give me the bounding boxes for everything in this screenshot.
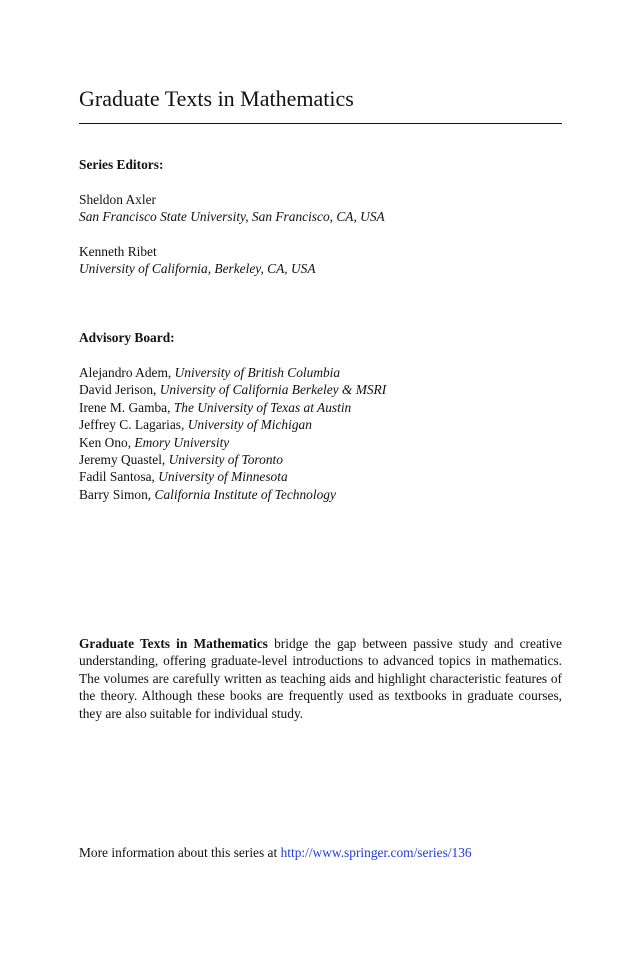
- board-member-name: David Jerison,: [79, 382, 160, 398]
- board-member: [79, 381, 562, 398]
- series-description: [79, 635, 562, 722]
- board-member: [79, 399, 562, 416]
- board-member: [79, 364, 562, 381]
- board-member-affiliation: University of Michigan: [187, 417, 312, 433]
- advisory-board-section: [79, 329, 562, 346]
- editor-entry: [79, 191, 562, 226]
- series-title: Graduate Texts in Mathematics: [79, 86, 354, 111]
- board-member-name: Fadil Santosa,: [79, 469, 159, 485]
- series-description-lead: Graduate Texts in Mathematics: [79, 636, 268, 651]
- board-member-affiliation: University of Minnesota: [158, 469, 288, 485]
- series-editors-heading: Series Editors:: [79, 157, 164, 172]
- title-rule: [79, 123, 562, 124]
- more-info-prefix: More information about this series at: [79, 845, 281, 860]
- editor-affiliation: San Francisco State University, San Francisco, CA, USA: [79, 209, 385, 225]
- editor-entry: [79, 243, 562, 278]
- board-member-name: Alejandro Adem,: [79, 365, 175, 380]
- board-member-affiliation: California Institute of Technology: [154, 486, 336, 502]
- editor-affiliation: University of California, Berkeley, CA, USA: [79, 261, 316, 277]
- board-member-name: Barry Simon,: [79, 486, 155, 502]
- board-member-affiliation: The University of Texas at Austin: [173, 399, 352, 415]
- board-member: [79, 451, 562, 468]
- board-member-name: Ken Ono,: [79, 434, 135, 450]
- board-member-affiliation: Emory University: [134, 434, 230, 450]
- board-member: [79, 416, 562, 433]
- advisory-board-list: [79, 364, 562, 503]
- board-member: [79, 468, 562, 485]
- board-member-name: Jeffrey C. Lagarias,: [79, 417, 188, 433]
- editor-name: Sheldon Axler: [79, 192, 156, 207]
- series-editors-section: [79, 156, 562, 173]
- series-link[interactable]: http://www.springer.com/series/136: [280, 845, 472, 860]
- board-member: [79, 434, 562, 451]
- editor-name: Kenneth Ribet: [79, 244, 157, 259]
- board-member-name: Irene M. Gamba,: [79, 399, 174, 415]
- advisory-board-heading: Advisory Board:: [79, 330, 175, 345]
- more-info-line: [79, 844, 472, 861]
- board-member-name: Jeremy Quastel,: [79, 452, 169, 468]
- board-member-affiliation: University of Toronto: [168, 452, 283, 468]
- board-member: [79, 486, 562, 503]
- board-member-affiliation: University of British Columbia: [174, 365, 341, 380]
- board-member-affiliation: University of California Berkeley & MSRI: [159, 382, 387, 398]
- series-description-body: bridge the gap between passive study and creative understanding, offering graduate-level introductions to advanced topics in mathematics. The volumes are carefully written as teaching aids and highlight characteristic features of the theory. Although these books are frequently used as textbooks in graduate courses, they are also suitable for individual study.: [79, 636, 562, 721]
